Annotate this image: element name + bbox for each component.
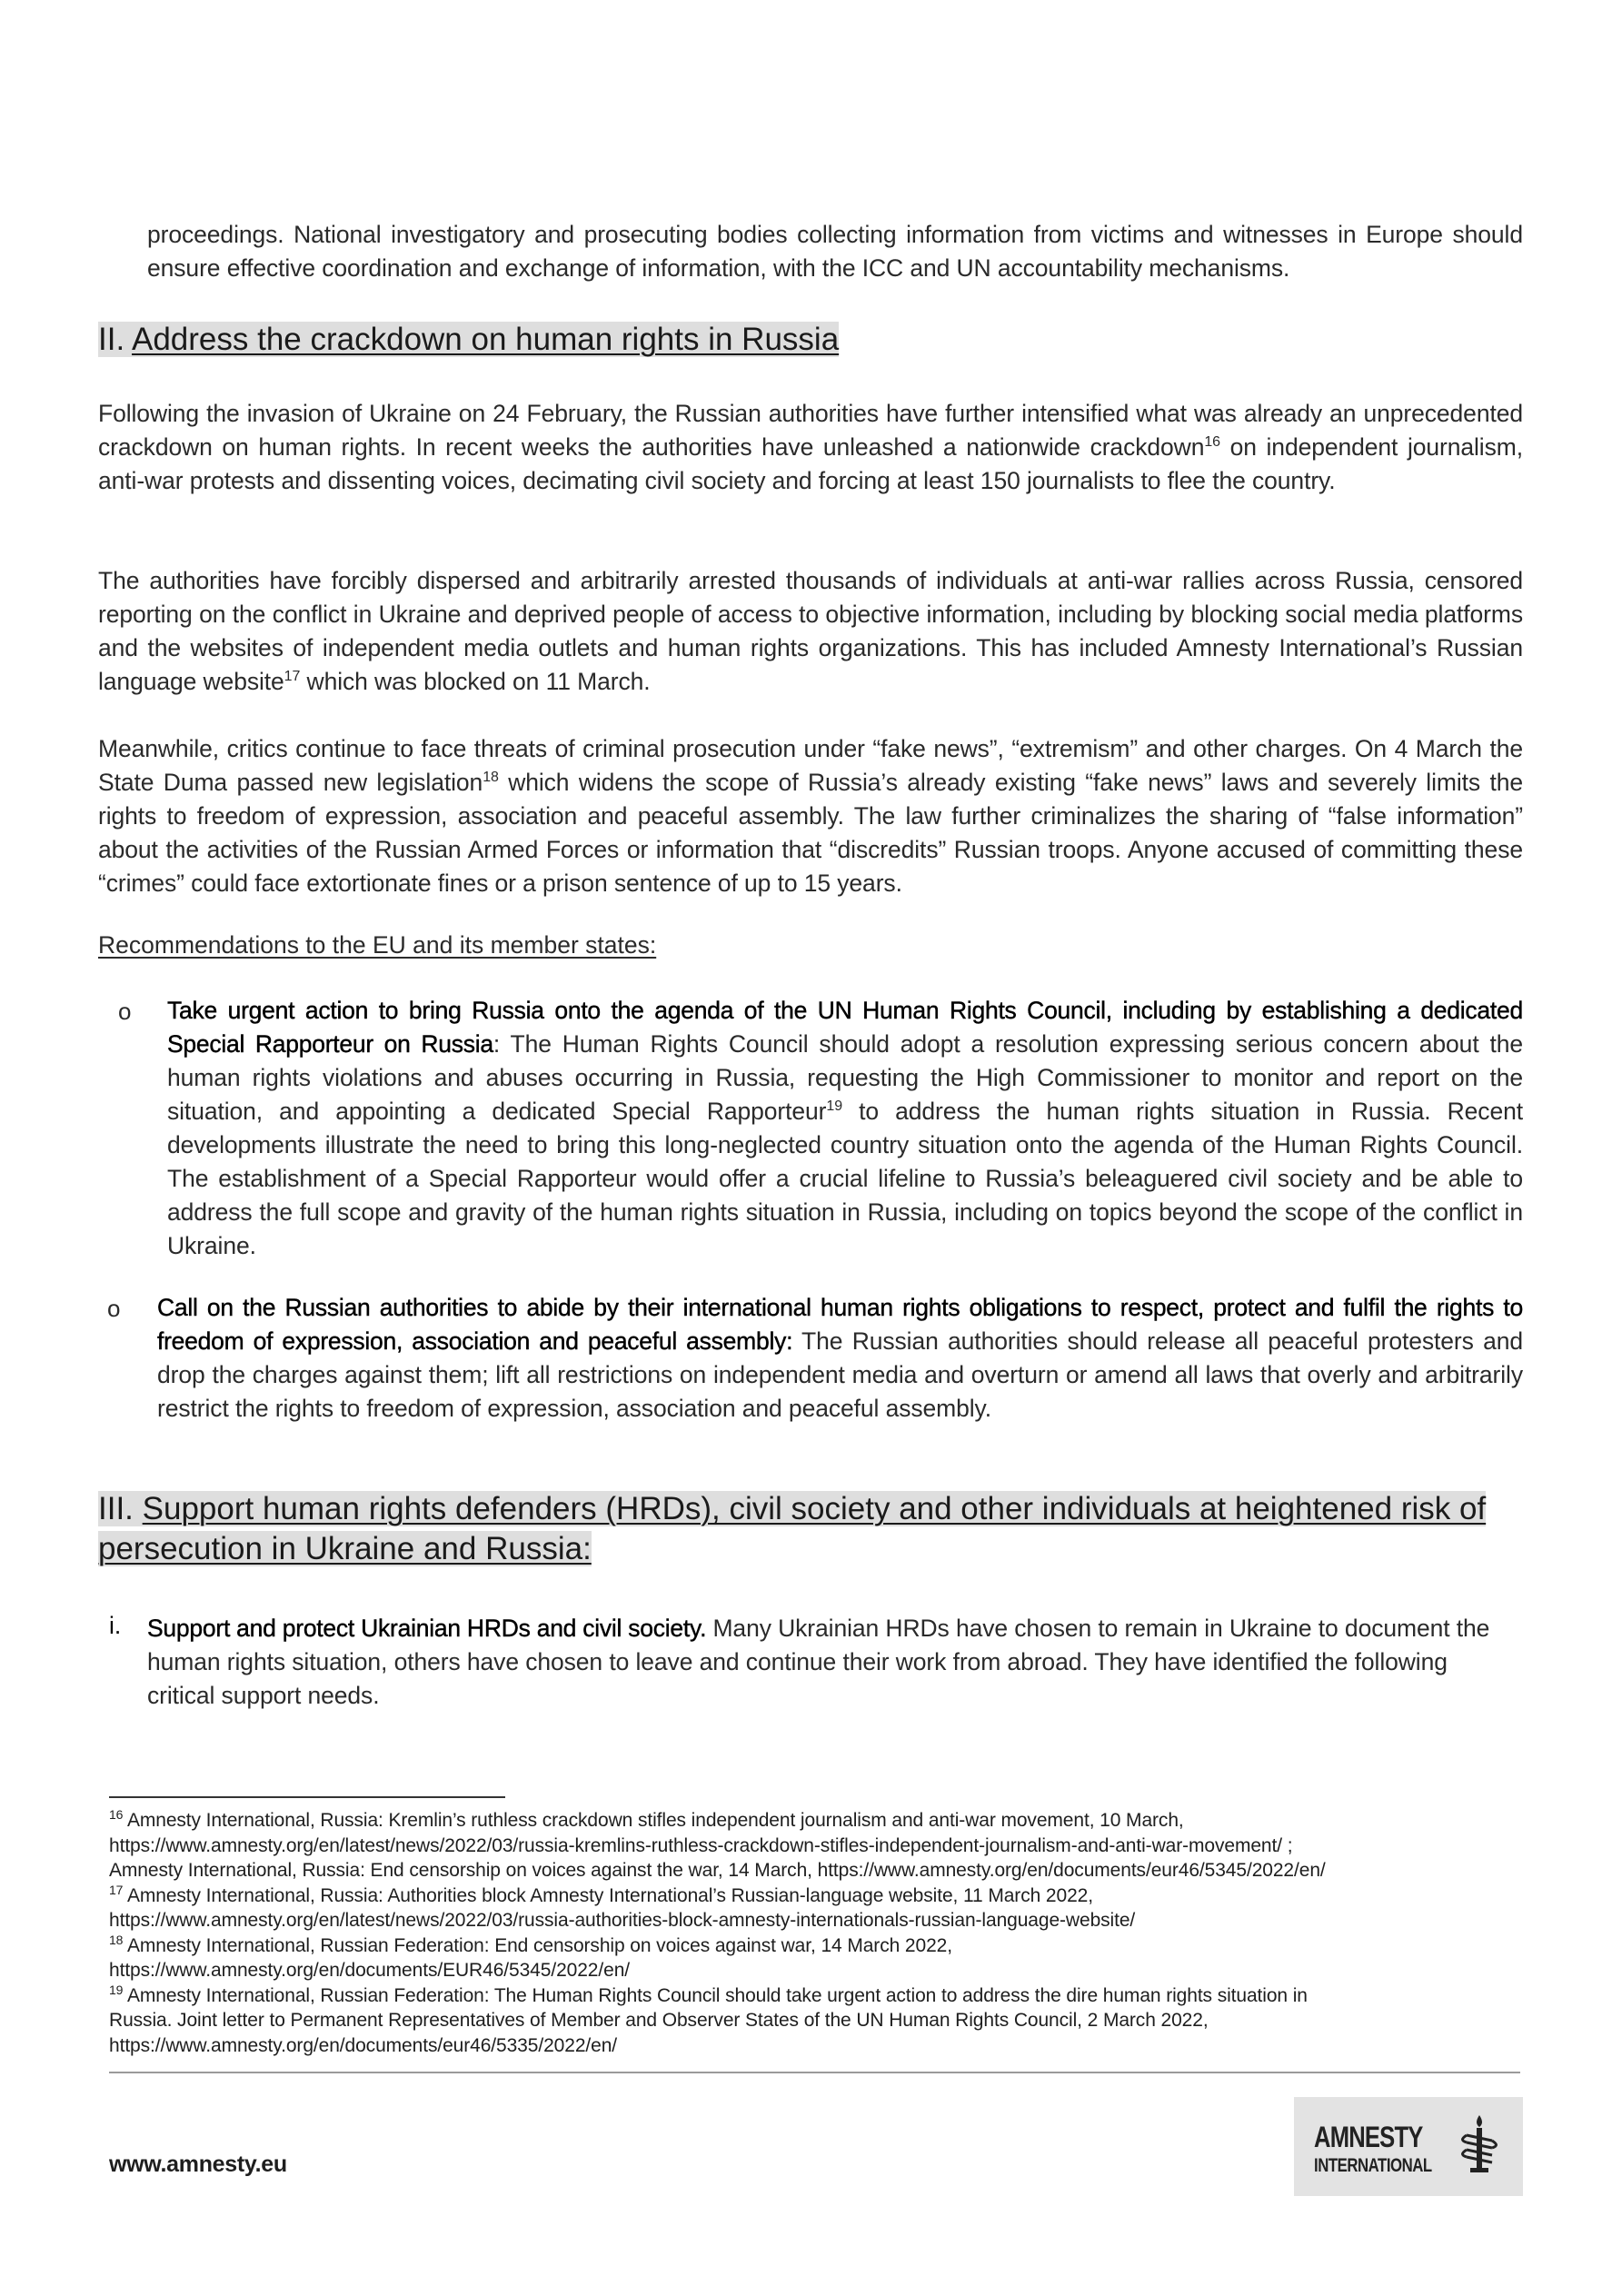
section-3-number: III. — [98, 1491, 134, 1526]
section-3-item-lead: Support and protect Ukrainian HRDs and civil society. — [147, 1615, 707, 1642]
bullet-marker: o — [118, 998, 132, 1025]
footnote-16: $^{16}$ Amnesty International, Russia: Kremlin’s ruthless crackdown stifles independent journalism and anti-war movement, 10 March, https://www.amnesty.org/en/latest/news/2022/03/russia-kremlins-ruthless-crackdown-stifles-independent-journalism-and-anti-war-movement/ ; Amnesty International, Russia: End censorship on voices against the war, 14 March, https://www.amnesty.org/en/documents/eur46/5345/2022/en/ — [109, 1807, 1326, 1881]
amnesty-logo — [1294, 2097, 1523, 2196]
footnote-ref-19[interactable]: 19 — [826, 1098, 843, 1115]
footnote-17: $^{17}$ Amnesty International, Russia: Authorities block Amnesty International’s Russian-language website, 11 March 2022, https://www.amnesty.org/en/latest/news/2022/03/russia-authorities-block-amnesty-internationals-russian-language-website/ — [109, 1882, 1136, 1931]
bullet-marker: o — [107, 1295, 121, 1322]
footnote-ref-16[interactable]: 16 — [1204, 434, 1220, 451]
footnote-ref-18[interactable]: 18 — [483, 770, 499, 786]
section-2-heading — [98, 320, 839, 360]
section-2-paragraph-3: Meanwhile, critics continue to face threats of criminal prosecution under “fake news”, “extremism” and other charges. On 4 March the State Duma passed new legislation$^{18}$ which widens the scope of Russia’s already existing “fake news” laws and severely limits the rights to freedom of expression, association and peaceful assembly. The law further criminalizes the sharing of “false information” about the activities of the Russian Armed Forces or information that “discredits” Russian troops. Anyone accused of committing these “crimes” could face extortionate fines or a prison sentence of up to 15 years. — [98, 735, 1523, 897]
recommendation-1-lead: Take urgent action to bring Russia onto the agenda of the UN Human Rights Council, including by establishing a dedicated Special Rapporteur on Russia — [167, 997, 1523, 1058]
section-2-number: II. — [98, 322, 125, 357]
recommendation-2: Call on the Russian authorities to abide by their international human rights obligations to respect, protect and fulfil the rights to freedom of expression, association and peaceful assembly: The Russian authorities should release all peaceful protesters and drop the charges against them; lift all restrictions on independent media and overturn or amend all laws that overly and arbitrarily restrict the rights to freedom of expression, association and peaceful assembly. — [157, 1294, 1523, 1422]
footnote-link[interactable]: https://www.amnesty.org/en/documents/EUR46/5345/2022/en/ — [109, 1960, 631, 1981]
footer-rule — [109, 2072, 1520, 2073]
section-3-item-i: Support and protect Ukrainian HRDs and civil society. Many Ukrainian HRDs have chosen to remain in Ukraine to document the human rights situation, others have chosen to leave and continue their work from abroad. They have identified the following critical support needs. — [147, 1615, 1490, 1709]
footnote-18: $^{18}$ Amnesty International, Russian Federation: End censorship on voices against war, 14 March 2022, https://www.amnesty.org/en/documents/EUR46/5345/2022/en/ — [109, 1932, 952, 1981]
recommendations-heading: Recommendations to the EU and its member states: — [98, 931, 657, 959]
footnotes — [109, 1808, 1536, 2058]
recommendation-1: Take urgent action to bring Russia onto the agenda of the UN Human Rights Council, including by establishing a dedicated Special Rapporteur on Russia: The Human Rights Council should adopt a resolution expressing serious concern about the human rights violations and abuses occurring in Russia, requesting the High Commissioner to monitor and report on the situation, and appointing a dedicated Special Rapporteur$^{19}$ to address the human rights situation in Russia. Recent developments illustrate the need to bring this long-neglected country situation onto the agenda of the Human Rights Council. The establishment of a Special Rapporteur would offer a crucial lifeline to Russia’s beleaguered civil society and be able to address the full scope and gravity of the human rights situation in Russia, including on topics beyond the scope of the conflict in Ukraine. — [167, 997, 1523, 1259]
logo-line-2: INTERNATIONAL — [1314, 2155, 1432, 2176]
footnote-link[interactable]: https://www.amnesty.org/en/documents/eur46/5335/2022/en/ — [109, 2034, 618, 2056]
intro-paragraph: proceedings. National investigatory and prosecuting bodies collecting information from victims and witnesses in Europe should ensure effective coordination and exchange of information, with the ICC and UN accountability mechanisms. — [147, 221, 1523, 282]
candle-barbed-wire-icon — [1458, 2113, 1503, 2181]
footnote-separator — [109, 1796, 505, 1798]
footnote-link[interactable]: https://www.amnesty.org/en/latest/news/2022/03/russia-kremlins-ruthless-crackdown-stifles-independent-journalism-and-anti-war-movement/ ; — [109, 1834, 1293, 1856]
footnote-ref-17[interactable]: 17 — [284, 669, 301, 685]
section-3-heading — [98, 1489, 1534, 1569]
footnote-link[interactable]: https://www.amnesty.org/en/latest/news/2022/03/russia-authorities-block-amnesty-internationals-russian-language-website/ — [109, 1910, 1136, 1931]
section-2-title: Address the crackdown on human rights in Russia — [131, 322, 840, 357]
logo-line-1: AMNESTY — [1314, 2121, 1423, 2153]
section-2-paragraph-1: Following the invasion of Ukraine on 24 February, the Russian authorities have further intensified what was already an unprecedented crackdown on human rights. In recent weeks the authorities have unleashed a nationwide crackdown$^{16}$ on independent journalism, anti-war protests and dissenting voices, decimating civil society and forcing at least 150 journalists to flee the country. — [98, 400, 1523, 494]
footer-website-link[interactable]: www.amnesty.eu — [109, 2152, 287, 2177]
recommendation-2-lead: Call on the Russian authorities to abide by their international human rights obligations to respect, protect and fulfil the rights to freedom of expression, association and peaceful assembly: — [157, 1294, 1523, 1355]
section-3-title: Support human rights defenders (HRDs), civil society and other individuals at heightened risk of persecution in Ukraine and Russia: — [98, 1491, 1487, 1566]
section-2-paragraph-2: The authorities have forcibly dispersed and arbitrarily arrested thousands of individuals at anti-war rallies across Russia, censored reporting on the conflict in Ukraine and deprived people of access to objective information, including by blocking social media platforms and the websites of independent media outlets and human rights organizations. This has included Amnesty International’s Russian language website$^{17}$ which was blocked on 11 March. — [98, 567, 1523, 695]
item-marker: i. — [109, 1612, 122, 1639]
footnote-19: $^{19}$ Amnesty International, Russian Federation: The Human Rights Council should take urgent action to address the dire human rights situation in Russia. Joint letter to Permanent Representatives of Member and Observer States of the UN Human Rights Council, 2 March 2022, https://www.amnesty.org/en/documents/eur46/5335/2022/en/ — [109, 1982, 1308, 2056]
